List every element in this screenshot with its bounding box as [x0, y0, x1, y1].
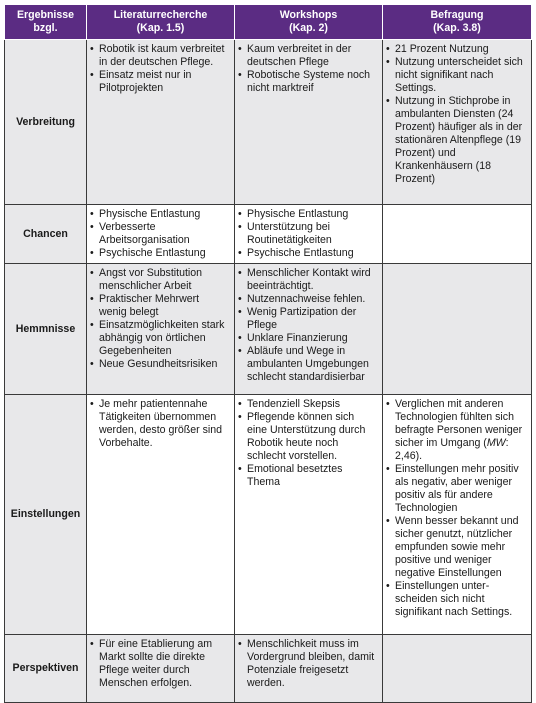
cell-workshops — [235, 395, 383, 635]
cell-befragung — [383, 395, 532, 635]
list-item: • Psychische Entlastung — [90, 247, 229, 260]
list-item: • Je mehr patientennahe Tätigkeiten übernommen werden, desto größer sind Vorbehalte. — [90, 398, 229, 450]
list-item: • Robotische Systeme noch nicht marktreif — [238, 69, 377, 95]
header-befragung — [383, 5, 532, 40]
bullet-list — [238, 398, 377, 489]
cell-literaturrecherche — [87, 264, 235, 395]
row-einstellungen — [5, 395, 532, 635]
list-item: • Nutzung unterscheidet sich nicht signifikant nach Settings. — [386, 56, 526, 95]
cell-befragung — [383, 264, 532, 395]
row-label: Einstellungen — [5, 395, 87, 635]
bullet-list — [90, 398, 229, 450]
row-label: Hemmnisse — [5, 264, 87, 395]
list-item: • Wenig Partizipation der Pflege — [238, 306, 377, 332]
bullet-list — [386, 398, 526, 619]
list-item: • Robotik ist kaum verbreitet in der deutschen Pflege. — [90, 43, 229, 69]
results-table — [4, 4, 532, 703]
list-item: • Psychische Entlastung — [238, 247, 377, 260]
row-perspektiven — [5, 635, 532, 703]
list-item: • Unterstützung bei Routinetätigkeiten — [238, 221, 377, 247]
header-workshops — [235, 5, 383, 40]
list-item: • Tendenziell Skepsis — [238, 398, 377, 411]
list-item: • Angst vor Substitution menschlicher Arbeit — [90, 267, 229, 293]
row-label: Verbreitung — [5, 40, 87, 205]
header-ergebnisse-line1: Ergebnisse — [16, 9, 75, 21]
list-item: • Praktischer Mehrwert wenig belegt — [90, 293, 229, 319]
cell-literaturrecherche — [87, 635, 235, 703]
list-item: • Emotional besetztes Thema — [238, 463, 377, 489]
header-literaturrecherche — [87, 5, 235, 40]
row-hemmnisse — [5, 264, 532, 395]
cell-literaturrecherche — [87, 40, 235, 205]
bullet-list — [386, 43, 526, 186]
list-item: • Neue Gesundheitsrisiken — [90, 358, 229, 371]
cell-literaturrecherche — [87, 205, 235, 264]
bullet-list — [90, 638, 229, 690]
list-item: • Pflegende können sich eine Unterstützung durch Robotik heute noch schlecht vorstellen. — [238, 411, 377, 463]
list-item: • Menschlichkeit muss im Vordergrund bleiben, damit Potenziale freigesetzt werden. — [238, 638, 377, 690]
list-item: • Unklare Finanzierung — [238, 332, 377, 345]
header-workshops-line2: (Kap. 2) — [289, 22, 328, 34]
cell-befragung — [383, 40, 532, 205]
cell-workshops — [235, 635, 383, 703]
list-item: • Menschlicher Kontakt wird beeinträchtigt. — [238, 267, 377, 293]
list-item: • Für eine Etablierung am Markt sollte die direkte Pflege weiter durch Menschen erfolgen. — [90, 638, 229, 690]
list-item: • Physische Entlastung — [238, 208, 377, 221]
bullet-list — [238, 43, 377, 95]
bullet-list — [238, 208, 377, 260]
bullet-list — [238, 638, 377, 690]
list-item: • Kaum verbreitet in der deutschen Pflege — [238, 43, 377, 69]
bullet-list — [90, 208, 229, 260]
bullet-list — [90, 43, 229, 95]
header-befragung-line1: Befragung — [430, 9, 484, 21]
cell-workshops — [235, 264, 383, 395]
cell-workshops — [235, 205, 383, 264]
cell-literaturrecherche — [87, 395, 235, 635]
list-item: • Wenn besser bekannt und sicher genutzt, nützlicher empfunden sowie mehr positive und weniger negative Einstellungen — [386, 515, 526, 580]
bullet-list — [238, 267, 377, 384]
cell-befragung — [383, 205, 532, 264]
row-label: Perspektiven — [5, 635, 87, 703]
list-item: • Einstellungen mehr positiv als negativ, aber weniger positiv als für andere Technologien — [386, 463, 526, 515]
bullet-list — [90, 267, 229, 371]
row-chancen — [5, 205, 532, 264]
list-item: • Einstellungen unter-scheiden sich nicht signifikant nach Settings. — [386, 580, 526, 619]
list-item: • Abläufe und Wege in ambulanten Umgebungen schlecht standardisierbar — [238, 345, 377, 384]
list-item: • Einsatzmöglichkeiten stark abhängig von örtlichen Gegebenheiten — [90, 319, 229, 358]
list-item: • Nutzennachweise fehlen. — [238, 293, 377, 306]
header-ergebnisse — [5, 5, 87, 40]
list-item: • Einsatz meist nur in Pilotprojekten — [90, 69, 229, 95]
cell-befragung — [383, 635, 532, 703]
header-literaturrecherche-line1: Literaturrecherche — [113, 9, 208, 21]
list-item: • Nutzung in Stichprobe in ambulanten Diensten (24 Prozent) häufiger als in der stationären Altenpflege (19 Prozent) und Krankenhäusern (18 Prozent) — [386, 95, 526, 186]
row-label: Chancen — [5, 205, 87, 264]
list-item: • Verbesserte Arbeitsorganisation — [90, 221, 229, 247]
list-item: • 21 Prozent Nutzung — [386, 43, 526, 56]
header-literaturrecherche-line2: (Kap. 1.5) — [136, 22, 185, 34]
header-workshops-line1: Workshops — [279, 9, 338, 21]
row-verbreitung — [5, 40, 532, 205]
header-ergebnisse-line2: bzgl. — [33, 22, 58, 34]
header-row — [5, 5, 532, 40]
list-item: • Physische Entlastung — [90, 208, 229, 221]
header-befragung-line2: (Kap. 3.8) — [433, 22, 481, 34]
list-item: • Verglichen mit anderen Technologien fühlten sich befragte Personen weniger sicher im Umgang (MW: 2,46). — [386, 398, 526, 463]
cell-workshops — [235, 40, 383, 205]
